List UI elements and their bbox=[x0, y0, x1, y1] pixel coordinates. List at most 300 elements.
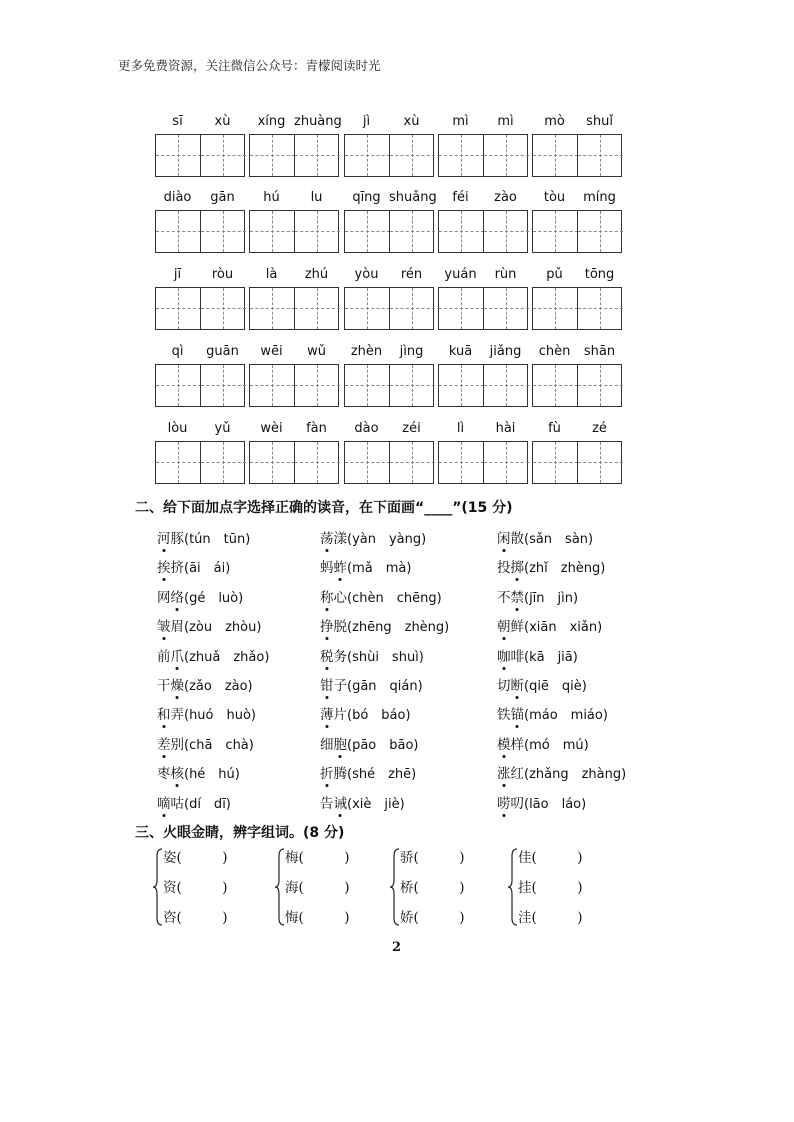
tianzige-cell[interactable] bbox=[389, 211, 435, 252]
pinyin-syllable: gān bbox=[210, 190, 235, 205]
character-writing-box[interactable] bbox=[532, 441, 622, 484]
pronunciation-choice-item[interactable] bbox=[320, 615, 449, 635]
guide-line bbox=[461, 211, 462, 252]
pronunciation-choice-item[interactable] bbox=[320, 703, 411, 723]
tianzige-cell[interactable] bbox=[439, 135, 484, 176]
dotted-character: 挨 bbox=[157, 560, 171, 577]
guide-line bbox=[272, 288, 273, 329]
tianzige-cell[interactable] bbox=[200, 135, 246, 176]
pinyin-options[interactable]: (kā jiā) bbox=[524, 649, 578, 665]
dotted-character: 河 bbox=[157, 531, 171, 547]
tianzige-cell[interactable] bbox=[200, 442, 246, 483]
tianzige-cell[interactable] bbox=[200, 211, 246, 252]
pinyin-syllable: dào bbox=[354, 421, 379, 436]
pinyin-word bbox=[155, 344, 245, 364]
pinyin-options[interactable]: (āi ái) bbox=[184, 561, 231, 577]
pronunciation-choice-item[interactable] bbox=[157, 615, 261, 635]
pinyin-syllable: kuā bbox=[448, 344, 473, 359]
character-writing-box[interactable] bbox=[344, 287, 434, 330]
dotted-character: 差 bbox=[157, 736, 171, 753]
guide-line bbox=[367, 211, 368, 252]
guide-line bbox=[272, 365, 273, 406]
pinyin-syllable: rùn bbox=[494, 267, 517, 282]
dotted-character: 荡 bbox=[320, 531, 334, 547]
character-writing-box[interactable] bbox=[155, 441, 245, 484]
pinyin-syllable: wèi bbox=[260, 421, 283, 436]
pinyin-syllable: lì bbox=[456, 421, 465, 436]
tianzige-cell[interactable] bbox=[345, 365, 390, 406]
dotted-character: 爪 bbox=[170, 648, 184, 665]
pinyin-options[interactable]: (zhǎng zhàng) bbox=[524, 767, 627, 783]
pinyin-syllable: yuán bbox=[444, 267, 477, 282]
pronunciation-choice-item[interactable] bbox=[497, 586, 578, 606]
tianzige-cell[interactable] bbox=[533, 442, 578, 483]
tianzige-cell[interactable] bbox=[294, 288, 340, 329]
pinyin-options[interactable]: (zǎo zào) bbox=[184, 679, 253, 694]
pronunciation-choice-item[interactable] bbox=[320, 556, 411, 576]
character-writing-box[interactable] bbox=[344, 364, 434, 407]
tianzige-cell[interactable] bbox=[250, 365, 295, 406]
tianzige-cell[interactable] bbox=[250, 442, 295, 483]
guide-line bbox=[506, 135, 507, 176]
pinyin-options[interactable]: (mǎ mà) bbox=[347, 561, 412, 577]
pronunciation-choice-item[interactable] bbox=[497, 645, 578, 665]
pinyin-options[interactable]: (xiè jiè) bbox=[347, 796, 405, 812]
guide-line bbox=[317, 135, 318, 176]
pinyin-options[interactable]: (mó mú) bbox=[524, 737, 589, 753]
pinyin-word bbox=[249, 190, 339, 210]
pinyin-options[interactable]: (dí dī) bbox=[184, 796, 231, 812]
pinyin-syllable: shuǎng bbox=[389, 190, 437, 205]
character-writing-box[interactable] bbox=[532, 287, 622, 330]
pinyin-syllable: shān bbox=[583, 344, 616, 359]
pronunciation-choice-item[interactable] bbox=[497, 556, 605, 576]
tianzige-cell[interactable] bbox=[483, 211, 529, 252]
pinyin-syllable: xíng bbox=[257, 114, 286, 129]
character-writing-box[interactable] bbox=[155, 210, 245, 253]
pinyin-syllable: tōng bbox=[584, 267, 615, 282]
page-header: 更多免费资源，关注微信公众号：青檬阅读时光 bbox=[118, 58, 381, 73]
tianzige-cell[interactable] bbox=[156, 135, 201, 176]
pinyin-options[interactable]: (qiē qiè) bbox=[524, 679, 587, 694]
pronunciation-choice-item[interactable] bbox=[497, 792, 586, 812]
character-writing-box[interactable] bbox=[438, 441, 528, 484]
pinyin-syllable: qīng bbox=[352, 190, 381, 205]
tianzige-cell[interactable] bbox=[483, 135, 529, 176]
character-writing-box[interactable] bbox=[344, 134, 434, 177]
pinyin-syllable: yǔ bbox=[214, 421, 231, 436]
character-writing-box[interactable] bbox=[532, 210, 622, 253]
character: 散 bbox=[510, 531, 524, 547]
pinyin-options[interactable]: (shùi shuì) bbox=[347, 649, 424, 665]
guide-line bbox=[367, 135, 368, 176]
guide-line bbox=[555, 288, 556, 329]
pronunciation-choice-item[interactable] bbox=[157, 586, 243, 606]
guide-line bbox=[367, 442, 368, 483]
character-writing-box[interactable] bbox=[344, 210, 434, 253]
guide-line bbox=[600, 288, 601, 329]
character-writing-box[interactable] bbox=[249, 441, 339, 484]
character-writing-box[interactable] bbox=[249, 364, 339, 407]
tianzige-cell[interactable] bbox=[294, 211, 340, 252]
tianzige-cell[interactable] bbox=[439, 442, 484, 483]
character-writing-box[interactable] bbox=[155, 134, 245, 177]
pinyin-word bbox=[344, 114, 434, 134]
dotted-character: 络 bbox=[170, 589, 184, 606]
compound-blank[interactable]: 桥( ) bbox=[400, 880, 465, 896]
guide-line bbox=[555, 442, 556, 483]
pinyin-syllable: zhú bbox=[304, 267, 329, 282]
pinyin-syllable: jìng bbox=[399, 344, 424, 359]
tianzige-cell[interactable] bbox=[200, 365, 246, 406]
tianzige-cell[interactable] bbox=[533, 135, 578, 176]
pronunciation-choice-item[interactable] bbox=[320, 733, 419, 753]
tianzige-cell[interactable] bbox=[389, 442, 435, 483]
word-group bbox=[508, 846, 628, 930]
tianzige-cell[interactable] bbox=[200, 288, 246, 329]
tianzige-cell[interactable] bbox=[345, 135, 390, 176]
character: 蚂 bbox=[320, 560, 334, 577]
pronunciation-choice-item[interactable] bbox=[497, 762, 626, 782]
pronunciation-choice-item[interactable] bbox=[320, 762, 416, 782]
character: 不 bbox=[497, 589, 511, 606]
guide-line bbox=[461, 365, 462, 406]
pinyin-word bbox=[155, 267, 245, 287]
tianzige-cell[interactable] bbox=[439, 365, 484, 406]
pinyin-word bbox=[249, 421, 339, 441]
tianzige-cell[interactable] bbox=[345, 211, 390, 252]
compound-blank[interactable]: 咨( ) bbox=[163, 910, 228, 926]
character: 细 bbox=[320, 736, 334, 753]
character: 挤 bbox=[170, 560, 184, 577]
pinyin-syllable: yòu bbox=[354, 267, 379, 282]
character: 脱 bbox=[333, 619, 347, 636]
character: 鲜 bbox=[510, 619, 524, 636]
pronunciation-choice-item[interactable] bbox=[497, 527, 593, 547]
brace-icon bbox=[275, 848, 285, 926]
pinyin-syllable: mì bbox=[452, 114, 469, 129]
pinyin-syllable: xù bbox=[403, 114, 420, 129]
character: 别 bbox=[170, 736, 184, 753]
pinyin-syllable: lu bbox=[310, 190, 323, 205]
character: 漾 bbox=[333, 531, 347, 547]
character: 切 bbox=[497, 678, 511, 694]
pinyin-syllable: zhuàng bbox=[294, 114, 342, 129]
tianzige-cell[interactable] bbox=[533, 211, 578, 252]
guide-line bbox=[506, 442, 507, 483]
pinyin-syllable: tòu bbox=[543, 190, 566, 205]
tianzige-cell[interactable] bbox=[577, 288, 623, 329]
pinyin-syllable: là bbox=[265, 267, 278, 282]
pinyin-options[interactable]: (zhǐ zhèng) bbox=[524, 561, 606, 577]
pinyin-syllable: diào bbox=[163, 190, 192, 205]
pinyin-syllable: xù bbox=[214, 114, 231, 129]
guide-line bbox=[461, 135, 462, 176]
compound-blank[interactable]: 佳( ) bbox=[518, 850, 583, 866]
tianzige-cell[interactable] bbox=[156, 365, 201, 406]
tianzige-cell[interactable] bbox=[345, 288, 390, 329]
pronunciation-choice-item[interactable] bbox=[497, 674, 587, 694]
tianzige-cell[interactable] bbox=[156, 288, 201, 329]
dotted-character: 闲 bbox=[497, 531, 511, 547]
guide-line bbox=[317, 365, 318, 406]
compound-blank[interactable]: 洼( ) bbox=[518, 910, 583, 926]
pinyin-word bbox=[438, 344, 528, 364]
pinyin-syllable: chèn bbox=[538, 344, 571, 359]
pinyin-options[interactable]: (zòu zhòu) bbox=[184, 620, 262, 636]
guide-line bbox=[367, 365, 368, 406]
pinyin-syllable: zào bbox=[494, 190, 517, 205]
pinyin-options[interactable]: (zhēng zhèng) bbox=[347, 620, 450, 636]
pinyin-syllable: ròu bbox=[211, 267, 234, 282]
character-writing-box[interactable] bbox=[249, 134, 339, 177]
pronunciation-choice-item[interactable] bbox=[497, 733, 589, 753]
pinyin-options[interactable]: (yàn yàng) bbox=[347, 532, 427, 547]
tianzige-cell[interactable] bbox=[439, 211, 484, 252]
guide-line bbox=[272, 442, 273, 483]
word-group bbox=[153, 846, 273, 930]
pronunciation-choice-item[interactable] bbox=[157, 733, 254, 753]
pronunciation-choice-item[interactable] bbox=[157, 645, 269, 665]
dotted-character: 朝 bbox=[497, 619, 511, 636]
tianzige-cell[interactable] bbox=[533, 365, 578, 406]
word-group bbox=[390, 846, 510, 930]
pronunciation-choice-item[interactable] bbox=[157, 762, 240, 782]
dotted-character: 涨 bbox=[497, 766, 511, 783]
pinyin-syllable: fàn bbox=[306, 421, 327, 436]
pinyin-options[interactable]: (sǎn sàn) bbox=[524, 532, 594, 547]
pinyin-options[interactable]: (pāo bāo) bbox=[347, 737, 419, 753]
character: 前 bbox=[157, 648, 171, 665]
tianzige-cell[interactable] bbox=[439, 288, 484, 329]
pinyin-word bbox=[344, 421, 434, 441]
tianzige-cell[interactable] bbox=[577, 442, 623, 483]
pinyin-word bbox=[155, 421, 245, 441]
character-writing-box[interactable] bbox=[438, 134, 528, 177]
guide-line bbox=[367, 288, 368, 329]
character: 子 bbox=[333, 678, 347, 694]
compound-blank[interactable]: 梅( ) bbox=[285, 850, 350, 866]
guide-line bbox=[223, 135, 224, 176]
tianzige-cell[interactable] bbox=[389, 288, 435, 329]
pinyin-word bbox=[249, 344, 339, 364]
pinyin-word bbox=[249, 114, 342, 134]
guide-line bbox=[555, 365, 556, 406]
pinyin-syllable: jī bbox=[173, 267, 182, 282]
character-writing-box[interactable] bbox=[532, 364, 622, 407]
tianzige-cell[interactable] bbox=[156, 442, 201, 483]
dotted-character: 折 bbox=[320, 766, 334, 783]
character: 务 bbox=[333, 648, 347, 665]
guide-line bbox=[600, 365, 601, 406]
pinyin-word bbox=[532, 344, 622, 364]
pinyin-word bbox=[344, 267, 434, 287]
pronunciation-choice-item[interactable] bbox=[320, 527, 426, 547]
character: 眉 bbox=[170, 619, 184, 636]
guide-line bbox=[178, 442, 179, 483]
character: 干 bbox=[157, 678, 171, 694]
tianzige-cell[interactable] bbox=[483, 365, 529, 406]
tianzige-cell[interactable] bbox=[389, 365, 435, 406]
dotted-character: 称 bbox=[320, 589, 334, 606]
compound-blank[interactable]: 骄( ) bbox=[400, 850, 465, 866]
tianzige-cell[interactable] bbox=[577, 211, 623, 252]
guide-line bbox=[506, 288, 507, 329]
pinyin-syllable: guān bbox=[206, 344, 239, 359]
pinyin-syllable: rén bbox=[400, 267, 423, 282]
compound-blank[interactable]: 海( ) bbox=[285, 880, 350, 896]
character: 叨 bbox=[510, 795, 524, 812]
tianzige-cell[interactable] bbox=[250, 135, 295, 176]
guide-line bbox=[178, 288, 179, 329]
character-writing-box[interactable] bbox=[155, 364, 245, 407]
pronunciation-choice-item[interactable] bbox=[320, 792, 405, 812]
tianzige-cell[interactable] bbox=[156, 211, 201, 252]
guide-line bbox=[317, 442, 318, 483]
dotted-character: 税 bbox=[320, 648, 334, 665]
pinyin-syllable: fù bbox=[548, 421, 561, 436]
pronunciation-choice-item[interactable] bbox=[157, 703, 256, 723]
pinyin-syllable: sī bbox=[172, 114, 183, 129]
character: 告 bbox=[320, 795, 334, 812]
character-writing-box[interactable] bbox=[155, 287, 245, 330]
pinyin-syllable: lòu bbox=[167, 421, 188, 436]
guide-line bbox=[178, 211, 179, 252]
pinyin-options[interactable]: (gān qián) bbox=[347, 679, 423, 694]
character: 枣 bbox=[157, 766, 171, 783]
dotted-character: 锚 bbox=[510, 707, 524, 724]
dotted-character: 皱 bbox=[157, 619, 171, 636]
tianzige-cell[interactable] bbox=[250, 211, 295, 252]
dotted-character: 断 bbox=[510, 678, 524, 694]
compound-blank[interactable]: 姿( ) bbox=[163, 850, 228, 866]
pinyin-word bbox=[344, 190, 437, 210]
compound-blank[interactable]: 悔( ) bbox=[285, 910, 350, 926]
tianzige-cell[interactable] bbox=[577, 365, 623, 406]
pinyin-options[interactable]: (huó huò) bbox=[184, 708, 257, 724]
guide-line bbox=[461, 288, 462, 329]
character-writing-box[interactable] bbox=[438, 287, 528, 330]
character-writing-box[interactable] bbox=[438, 210, 528, 253]
guide-line bbox=[600, 442, 601, 483]
pronunciation-choice-item[interactable] bbox=[157, 527, 250, 547]
pinyin-syllable: zé bbox=[592, 421, 607, 436]
dotted-character: 禁 bbox=[510, 589, 524, 606]
tianzige-cell[interactable] bbox=[533, 288, 578, 329]
character: 样 bbox=[510, 736, 524, 753]
pinyin-options[interactable]: (zhuǎ zhǎo) bbox=[184, 649, 270, 665]
character-writing-box[interactable] bbox=[249, 210, 339, 253]
tianzige-cell[interactable] bbox=[577, 135, 623, 176]
pronunciation-choice-item[interactable] bbox=[497, 615, 602, 635]
compound-blank[interactable]: 挂( ) bbox=[518, 880, 583, 896]
dotted-character: 咖 bbox=[497, 648, 511, 665]
pinyin-syllable: zhèn bbox=[350, 344, 383, 359]
tianzige-cell[interactable] bbox=[345, 442, 390, 483]
dotted-character: 嘀 bbox=[157, 795, 171, 812]
compound-blank[interactable]: 娇( ) bbox=[400, 910, 465, 926]
pinyin-word bbox=[438, 114, 528, 134]
pinyin-word bbox=[249, 267, 339, 287]
tianzige-cell[interactable] bbox=[294, 442, 340, 483]
character-writing-box[interactable] bbox=[344, 441, 434, 484]
pinyin-word bbox=[344, 344, 434, 364]
pronunciation-choice-item[interactable] bbox=[157, 674, 253, 694]
character: 啡 bbox=[510, 648, 524, 665]
guide-line bbox=[412, 135, 413, 176]
dotted-character: 燥 bbox=[170, 678, 184, 694]
pronunciation-choice-item[interactable] bbox=[320, 674, 423, 694]
character: 投 bbox=[497, 560, 511, 577]
tianzige-cell[interactable] bbox=[250, 288, 295, 329]
character-writing-box[interactable] bbox=[532, 134, 622, 177]
guide-line bbox=[555, 135, 556, 176]
pinyin-options[interactable]: (chā chà) bbox=[184, 737, 254, 753]
character-writing-box[interactable] bbox=[249, 287, 339, 330]
guide-line bbox=[223, 211, 224, 252]
pinyin-syllable: jì bbox=[362, 114, 371, 129]
pronunciation-choice-item[interactable] bbox=[157, 792, 231, 812]
pinyin-options[interactable]: (bó báo) bbox=[347, 708, 411, 724]
pinyin-syllable: wēi bbox=[260, 344, 283, 359]
tianzige-cell[interactable] bbox=[294, 365, 340, 406]
guide-line bbox=[412, 442, 413, 483]
dotted-character: 诫 bbox=[333, 795, 347, 812]
pinyin-options[interactable]: (jīn jìn) bbox=[524, 590, 579, 606]
dotted-character: 薄 bbox=[320, 707, 334, 724]
pronunciation-choice-item[interactable] bbox=[157, 556, 230, 576]
compound-blank[interactable]: 资( ) bbox=[163, 880, 228, 896]
character-writing-box[interactable] bbox=[438, 364, 528, 407]
character: 片 bbox=[333, 707, 347, 724]
tianzige-cell[interactable] bbox=[483, 288, 529, 329]
word-group bbox=[275, 846, 395, 930]
pinyin-syllable: féi bbox=[452, 190, 469, 205]
pinyin-options[interactable]: (xiān xiǎn) bbox=[524, 620, 603, 636]
pronunciation-choice-item[interactable] bbox=[320, 586, 442, 606]
pinyin-syllable: qì bbox=[171, 344, 184, 359]
guide-line bbox=[600, 135, 601, 176]
guide-line bbox=[506, 365, 507, 406]
guide-line bbox=[178, 135, 179, 176]
guide-line bbox=[317, 211, 318, 252]
character: 心 bbox=[333, 589, 347, 606]
pinyin-syllable: mò bbox=[544, 114, 565, 129]
dotted-character: 挣 bbox=[320, 619, 334, 636]
pinyin-syllable: hài bbox=[495, 421, 516, 436]
tianzige-cell[interactable] bbox=[389, 135, 435, 176]
dotted-character: 胞 bbox=[333, 736, 347, 753]
pinyin-options[interactable]: (gé luò) bbox=[184, 590, 244, 606]
tianzige-cell[interactable] bbox=[294, 135, 340, 176]
pronunciation-choice-item[interactable] bbox=[497, 703, 608, 723]
dotted-character: 蚱 bbox=[333, 560, 347, 577]
tianzige-cell[interactable] bbox=[483, 442, 529, 483]
pinyin-word bbox=[532, 190, 622, 210]
section-3-title: 三、火眼金睛，辨字组词。(8 分) bbox=[135, 825, 345, 841]
pinyin-options[interactable]: (tún tūn) bbox=[184, 532, 251, 547]
pinyin-options[interactable]: (shé zhē) bbox=[347, 767, 417, 783]
guide-line bbox=[272, 211, 273, 252]
pinyin-options[interactable]: (chèn chēng) bbox=[347, 590, 442, 606]
pinyin-options[interactable]: (lāo láo) bbox=[524, 796, 587, 812]
pinyin-options[interactable]: (hé hú) bbox=[184, 767, 240, 783]
pronunciation-choice-item[interactable] bbox=[320, 645, 424, 665]
pinyin-word bbox=[438, 267, 528, 287]
pinyin-syllable: mì bbox=[497, 114, 514, 129]
pinyin-options[interactable]: (máo miáo) bbox=[524, 708, 608, 724]
pinyin-syllable: pǔ bbox=[546, 267, 563, 282]
